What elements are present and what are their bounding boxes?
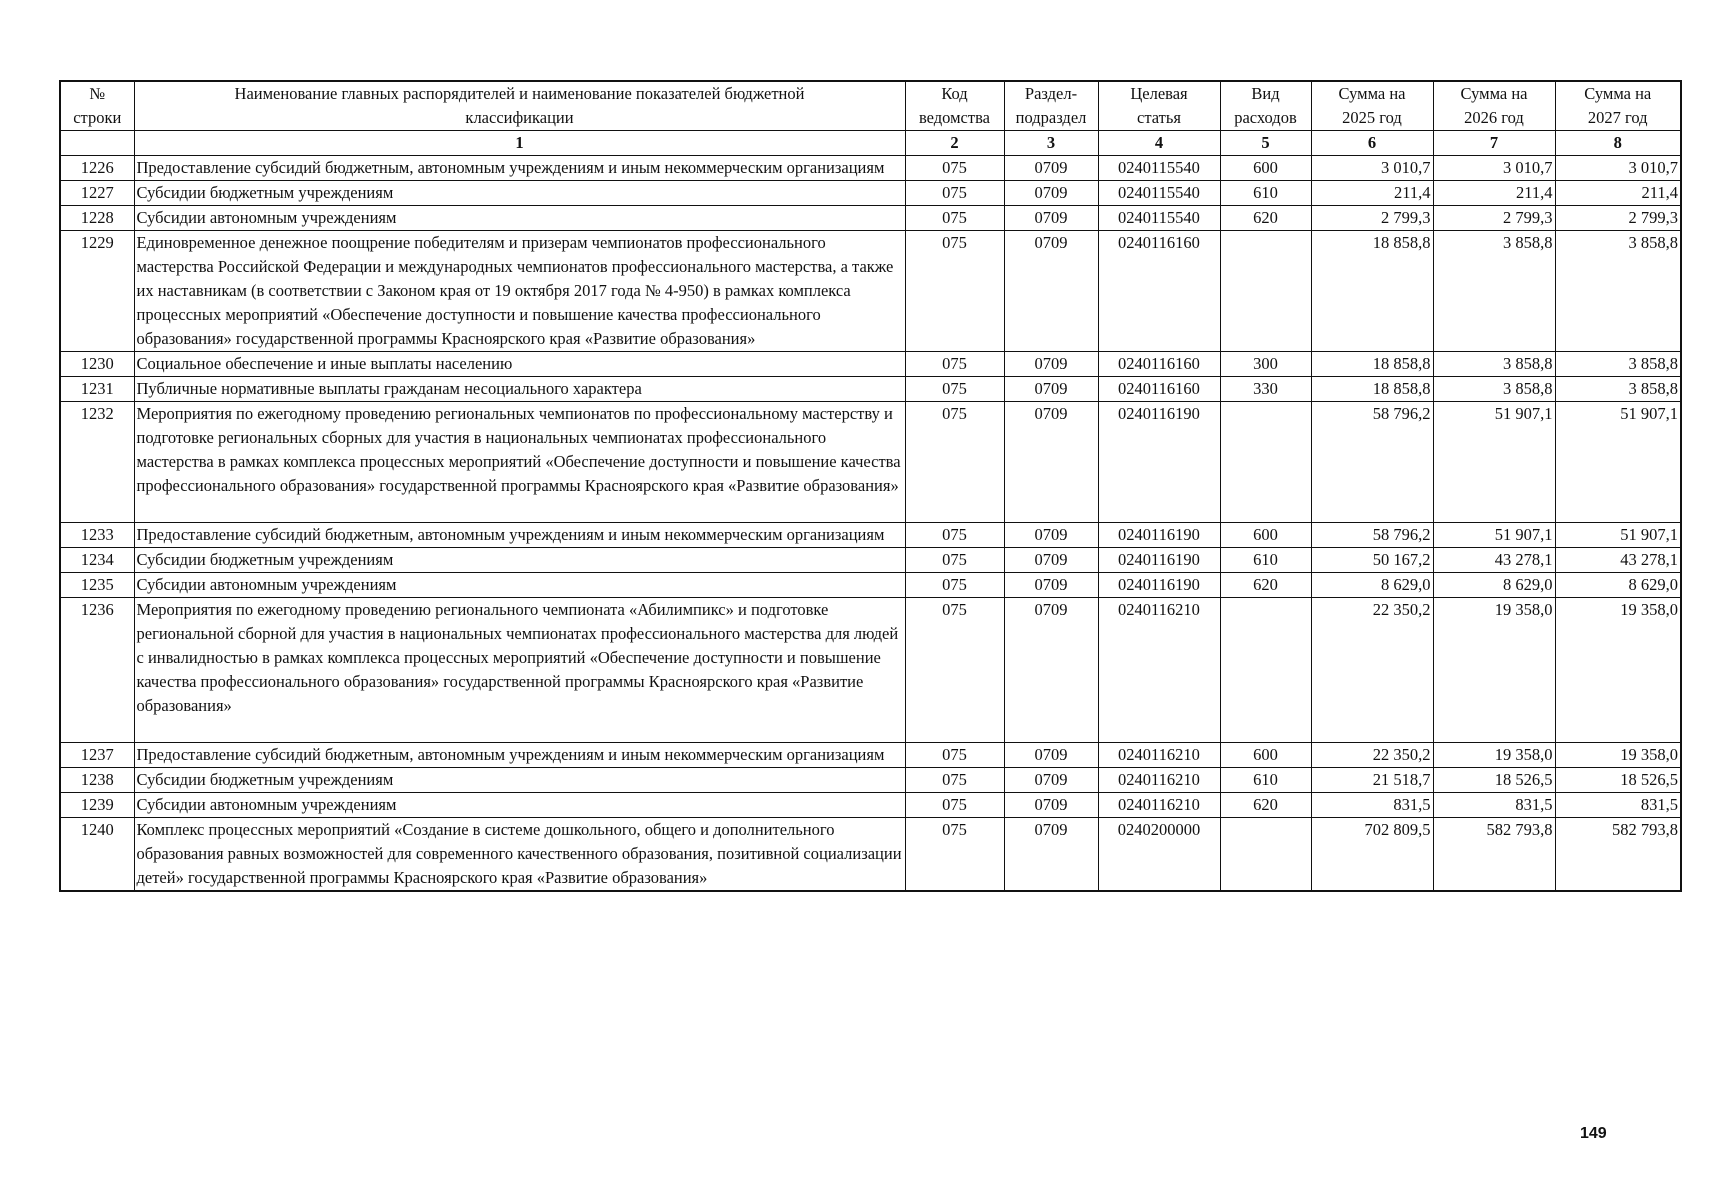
column-number: 5 (1220, 131, 1311, 156)
sum-2026-cell: 3 858,8 (1433, 231, 1555, 352)
target-cell: 0240116210 (1098, 743, 1220, 768)
item-name-cell: Публичные нормативные выплаты гражданам несоциального характера (134, 377, 905, 402)
section-cell: 0709 (1004, 598, 1098, 743)
sum-2025-cell: 831,5 (1311, 793, 1433, 818)
item-name-cell: Предоставление субсидий бюджетным, автономным учреждениям и иным некоммерческим организациям (134, 523, 905, 548)
sum-2026-cell: 8 629,0 (1433, 573, 1555, 598)
sum-2025-cell: 3 010,7 (1311, 156, 1433, 181)
expense-type-cell (1220, 598, 1311, 743)
sum-2025-cell: 18 858,8 (1311, 377, 1433, 402)
dept-code-cell: 075 (905, 231, 1004, 352)
section-cell: 0709 (1004, 793, 1098, 818)
table-row (60, 156, 1681, 181)
sum-2025-cell: 8 629,0 (1311, 573, 1433, 598)
row-number-cell: 1233 (60, 523, 134, 548)
sum-2027-cell: 19 358,0 (1555, 743, 1681, 768)
header-section: Раздел- подраздел (1004, 81, 1098, 131)
table-row (60, 598, 1681, 743)
dept-code-cell: 075 (905, 377, 1004, 402)
item-name-cell: Комплекс процессных мероприятий «Создание в системе дошкольного, общего и дополнительного образования равных возможностей для современного качественного образования, позитивной социализации детей» государственной программы Красноярского края «Развитие образования» (134, 818, 905, 892)
target-cell: 0240116210 (1098, 793, 1220, 818)
header-target: Целевая статья (1098, 81, 1220, 131)
expense-type-cell: 610 (1220, 181, 1311, 206)
dept-code-cell: 075 (905, 548, 1004, 573)
sum-2025-cell: 58 796,2 (1311, 523, 1433, 548)
section-cell: 0709 (1004, 548, 1098, 573)
table-row (60, 818, 1681, 892)
sum-2027-cell: 3 858,8 (1555, 377, 1681, 402)
expense-type-cell: 620 (1220, 793, 1311, 818)
table-row (60, 352, 1681, 377)
section-cell: 0709 (1004, 573, 1098, 598)
expense-type-cell (1220, 818, 1311, 892)
section-cell: 0709 (1004, 156, 1098, 181)
column-number: 7 (1433, 131, 1555, 156)
expense-type-cell: 600 (1220, 523, 1311, 548)
page-number: 149 (1580, 1125, 1607, 1142)
table-row (60, 181, 1681, 206)
sum-2027-cell: 51 907,1 (1555, 523, 1681, 548)
table-row (60, 573, 1681, 598)
section-cell: 0709 (1004, 231, 1098, 352)
sum-2025-cell: 18 858,8 (1311, 352, 1433, 377)
target-cell: 0240115540 (1098, 206, 1220, 231)
row-number-cell: 1239 (60, 793, 134, 818)
expense-type-cell: 620 (1220, 573, 1311, 598)
target-cell: 0240116210 (1098, 598, 1220, 743)
table-row (60, 793, 1681, 818)
sum-2026-cell: 831,5 (1433, 793, 1555, 818)
section-cell: 0709 (1004, 181, 1098, 206)
sum-2026-cell: 3 858,8 (1433, 377, 1555, 402)
sum-2025-cell: 50 167,2 (1311, 548, 1433, 573)
item-name-cell: Мероприятия по ежегодному проведению региональных чемпионатов по профессиональному мастерству и подготовке региональных сборных для участия в национальных чемпионатах профессионального мастерства в рамках комплекса процессных мероприятий «Обеспечение доступности и повышение качества профессионального образования» государственной программы Красноярского края «Развитие образования» (134, 402, 905, 523)
header-expense-type: Вид расходов (1220, 81, 1311, 131)
dept-code-cell: 075 (905, 818, 1004, 892)
sum-2026-cell: 43 278,1 (1433, 548, 1555, 573)
header-sum-2026: Сумма на 2026 год (1433, 81, 1555, 131)
item-name-cell: Субсидии автономным учреждениям (134, 793, 905, 818)
sum-2026-cell: 211,4 (1433, 181, 1555, 206)
sum-2025-cell: 22 350,2 (1311, 743, 1433, 768)
row-number-cell: 1232 (60, 402, 134, 523)
budget-table (59, 80, 1682, 892)
sum-2026-cell: 19 358,0 (1433, 743, 1555, 768)
sum-2025-cell: 702 809,5 (1311, 818, 1433, 892)
column-number: 4 (1098, 131, 1220, 156)
sum-2025-cell: 58 796,2 (1311, 402, 1433, 523)
expense-type-cell: 610 (1220, 548, 1311, 573)
column-number: 1 (134, 131, 905, 156)
dept-code-cell: 075 (905, 598, 1004, 743)
table-row (60, 231, 1681, 352)
section-cell: 0709 (1004, 402, 1098, 523)
section-cell: 0709 (1004, 743, 1098, 768)
dept-code-cell: 075 (905, 402, 1004, 523)
expense-type-cell: 300 (1220, 352, 1311, 377)
table-row (60, 768, 1681, 793)
table-row (60, 523, 1681, 548)
sum-2026-cell: 3 010,7 (1433, 156, 1555, 181)
sum-2027-cell: 582 793,8 (1555, 818, 1681, 892)
item-name-cell: Субсидии бюджетным учреждениям (134, 768, 905, 793)
header-row (60, 81, 1681, 131)
dept-code-cell: 075 (905, 573, 1004, 598)
sum-2027-cell: 2 799,3 (1555, 206, 1681, 231)
row-number-cell: 1237 (60, 743, 134, 768)
dept-code-cell: 075 (905, 181, 1004, 206)
dept-code-cell: 075 (905, 743, 1004, 768)
expense-type-cell: 600 (1220, 156, 1311, 181)
sum-2027-cell: 18 526,5 (1555, 768, 1681, 793)
row-number-cell: 1227 (60, 181, 134, 206)
sum-2027-cell: 51 907,1 (1555, 402, 1681, 523)
expense-type-cell (1220, 402, 1311, 523)
row-number-cell: 1230 (60, 352, 134, 377)
header-dept-code: Код ведомства (905, 81, 1004, 131)
section-cell: 0709 (1004, 818, 1098, 892)
sum-2025-cell: 211,4 (1311, 181, 1433, 206)
dept-code-cell: 075 (905, 793, 1004, 818)
column-number: 3 (1004, 131, 1098, 156)
sum-2027-cell: 831,5 (1555, 793, 1681, 818)
expense-type-cell (1220, 231, 1311, 352)
sum-2027-cell: 8 629,0 (1555, 573, 1681, 598)
dept-code-cell: 075 (905, 768, 1004, 793)
target-cell: 0240116210 (1098, 768, 1220, 793)
item-name-cell: Предоставление субсидий бюджетным, автономным учреждениям и иным некоммерческим организациям (134, 743, 905, 768)
row-number-cell: 1229 (60, 231, 134, 352)
dept-code-cell: 075 (905, 523, 1004, 548)
sum-2025-cell: 18 858,8 (1311, 231, 1433, 352)
budget-document (59, 80, 1680, 892)
sum-2025-cell: 21 518,7 (1311, 768, 1433, 793)
item-name-cell: Субсидии бюджетным учреждениям (134, 548, 905, 573)
column-numbers-row (60, 131, 1681, 156)
sum-2025-cell: 22 350,2 (1311, 598, 1433, 743)
sum-2027-cell: 43 278,1 (1555, 548, 1681, 573)
sum-2026-cell: 582 793,8 (1433, 818, 1555, 892)
sum-2026-cell: 3 858,8 (1433, 352, 1555, 377)
item-name-cell: Единовременное денежное поощрение победителям и призерам чемпионатов профессионального мастерства Российской Федерации и международных чемпионатов профессионального мастерства, а также их наставникам (в соответствии с Законом края от 19 октября 2017 года № 4-950) в рамках комплекса процессных мероприятий «Обеспечение доступности и повышение качества профессионального образования» государственной программы Красноярского края «Развитие образования» (134, 231, 905, 352)
target-cell: 0240116160 (1098, 231, 1220, 352)
section-cell: 0709 (1004, 768, 1098, 793)
item-name-cell: Субсидии автономным учреждениям (134, 573, 905, 598)
item-name-cell: Социальное обеспечение и иные выплаты населению (134, 352, 905, 377)
row-number-cell: 1240 (60, 818, 134, 892)
row-number-cell: 1236 (60, 598, 134, 743)
dept-code-cell: 075 (905, 206, 1004, 231)
sum-2027-cell: 19 358,0 (1555, 598, 1681, 743)
sum-2026-cell: 19 358,0 (1433, 598, 1555, 743)
table-row (60, 548, 1681, 573)
section-cell: 0709 (1004, 206, 1098, 231)
target-cell: 0240115540 (1098, 181, 1220, 206)
dept-code-cell: 075 (905, 156, 1004, 181)
expense-type-cell: 620 (1220, 206, 1311, 231)
row-number-cell: 1234 (60, 548, 134, 573)
target-cell: 0240116190 (1098, 402, 1220, 523)
item-name-cell: Предоставление субсидий бюджетным, автономным учреждениям и иным некоммерческим организациям (134, 156, 905, 181)
sum-2027-cell: 3 858,8 (1555, 231, 1681, 352)
column-number: 8 (1555, 131, 1681, 156)
target-cell: 0240115540 (1098, 156, 1220, 181)
expense-type-cell: 600 (1220, 743, 1311, 768)
sum-2025-cell: 2 799,3 (1311, 206, 1433, 231)
header-sum-2025: Сумма на 2025 год (1311, 81, 1433, 131)
sum-2026-cell: 51 907,1 (1433, 523, 1555, 548)
row-number-cell: 1238 (60, 768, 134, 793)
expense-type-cell: 610 (1220, 768, 1311, 793)
sum-2027-cell: 3 010,7 (1555, 156, 1681, 181)
section-cell: 0709 (1004, 377, 1098, 402)
dept-code-cell: 075 (905, 352, 1004, 377)
column-number: 6 (1311, 131, 1433, 156)
table-row (60, 377, 1681, 402)
sum-2026-cell: 18 526,5 (1433, 768, 1555, 793)
target-cell: 0240116160 (1098, 377, 1220, 402)
row-number-cell: 1231 (60, 377, 134, 402)
column-number (60, 131, 134, 156)
table-row (60, 743, 1681, 768)
table-row (60, 402, 1681, 523)
target-cell: 0240116160 (1098, 352, 1220, 377)
sum-2027-cell: 211,4 (1555, 181, 1681, 206)
item-name-cell: Субсидии бюджетным учреждениям (134, 181, 905, 206)
sum-2026-cell: 51 907,1 (1433, 402, 1555, 523)
target-cell: 0240200000 (1098, 818, 1220, 892)
row-number-cell: 1228 (60, 206, 134, 231)
item-name-cell: Субсидии автономным учреждениям (134, 206, 905, 231)
table-row (60, 206, 1681, 231)
header-row-number: № строки (60, 81, 134, 131)
section-cell: 0709 (1004, 352, 1098, 377)
target-cell: 0240116190 (1098, 573, 1220, 598)
sum-2026-cell: 2 799,3 (1433, 206, 1555, 231)
item-name-cell: Мероприятия по ежегодному проведению регионального чемпионата «Абилимпикс» и подготовке региональной сборной для участия в национальных чемпионатах профессионального мастерства для людей с инвалидностью в рамках комплекса процессных мероприятий «Обеспечение доступности и повышение качества профессионального образования» государственной программы Красноярского края «Развитие образования» (134, 598, 905, 743)
header-sum-2027: Сумма на 2027 год (1555, 81, 1681, 131)
target-cell: 0240116190 (1098, 548, 1220, 573)
section-cell: 0709 (1004, 523, 1098, 548)
expense-type-cell: 330 (1220, 377, 1311, 402)
target-cell: 0240116190 (1098, 523, 1220, 548)
row-number-cell: 1235 (60, 573, 134, 598)
sum-2027-cell: 3 858,8 (1555, 352, 1681, 377)
column-number: 2 (905, 131, 1004, 156)
header-name: Наименование главных распорядителей и наименование показателей бюджетной классификации (134, 81, 905, 131)
row-number-cell: 1226 (60, 156, 134, 181)
